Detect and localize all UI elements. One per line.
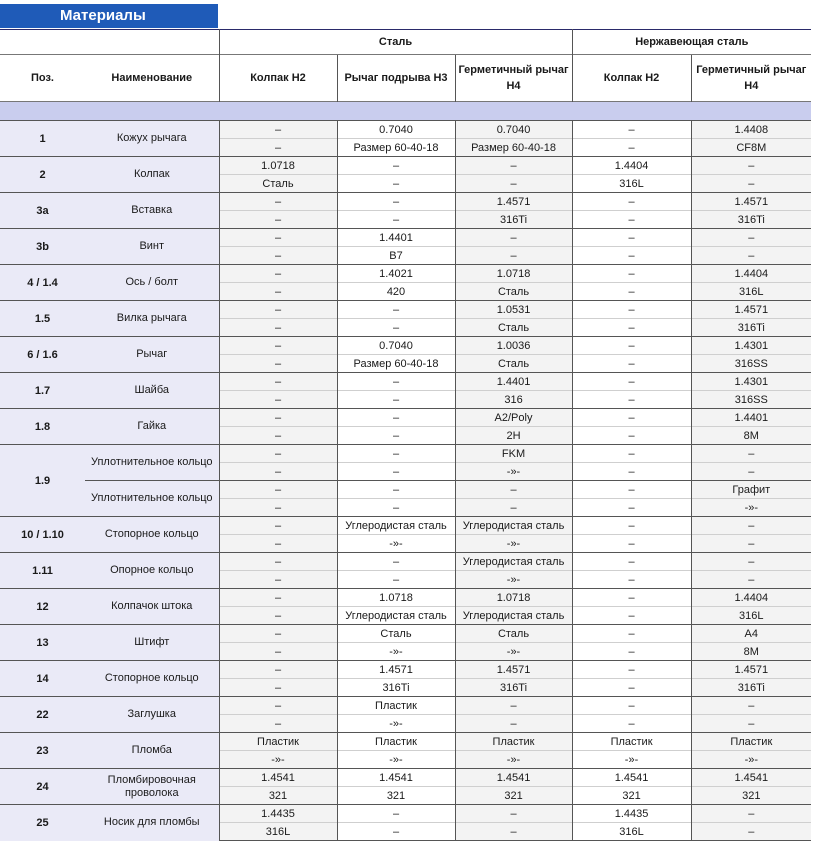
table-row — [0, 337, 811, 355]
name-cell: Заглушка — [85, 697, 219, 733]
pos-cell: 1.8 — [0, 409, 85, 445]
value-cell: – — [572, 553, 691, 571]
value-cell: – — [572, 481, 691, 499]
value-cell: 1.4404 — [691, 589, 811, 607]
table-row — [0, 445, 811, 463]
col-header-pos: Поз. — [0, 55, 85, 102]
value-cell: 316L — [691, 283, 811, 301]
value-cell: – — [572, 679, 691, 697]
value-cell: – — [691, 175, 811, 193]
value-cell: -»- — [691, 751, 811, 769]
value-cell: – — [219, 535, 337, 553]
name-cell: Кожух рычага — [85, 121, 219, 157]
value-cell: – — [219, 643, 337, 661]
name-cell: Уплотнительное кольцо — [85, 445, 219, 481]
value-cell: – — [691, 805, 811, 823]
value-cell: – — [219, 589, 337, 607]
value-cell: – — [455, 805, 572, 823]
value-cell: – — [219, 319, 337, 337]
col-header-ss-h2: Колпак H2 — [572, 55, 691, 102]
value-cell: 321 — [455, 787, 572, 805]
value-cell: – — [691, 823, 811, 841]
value-cell: 1.4541 — [691, 769, 811, 787]
value-cell: – — [572, 697, 691, 715]
value-cell: – — [219, 553, 337, 571]
value-cell: – — [691, 715, 811, 733]
value-cell: 321 — [219, 787, 337, 805]
name-cell: Колпачок штока — [85, 589, 219, 625]
value-cell: -»- — [455, 535, 572, 553]
name-cell: Штифт — [85, 625, 219, 661]
name-cell: Колпак — [85, 157, 219, 193]
col-header-ss-h4: Герметичный рычаг H4 — [691, 55, 811, 102]
value-cell: – — [691, 229, 811, 247]
value-cell: 1.4401 — [455, 373, 572, 391]
value-cell: – — [455, 229, 572, 247]
table-row — [0, 265, 811, 283]
value-cell: 0.7040 — [455, 121, 572, 139]
value-cell: – — [219, 409, 337, 427]
value-cell: Пластик — [219, 733, 337, 751]
value-cell: 1.4435 — [219, 805, 337, 823]
value-cell: -»- — [337, 643, 455, 661]
value-cell: 2H — [455, 427, 572, 445]
value-cell: -»- — [455, 751, 572, 769]
table-row — [0, 517, 811, 535]
value-cell: – — [572, 517, 691, 535]
value-cell: -»- — [455, 571, 572, 589]
name-cell: Пломба — [85, 733, 219, 769]
table-row — [0, 121, 811, 139]
pos-cell: 25 — [0, 805, 85, 841]
name-cell: Винт — [85, 229, 219, 265]
value-cell: FKM — [455, 445, 572, 463]
value-cell: – — [572, 265, 691, 283]
value-cell: – — [691, 535, 811, 553]
value-cell: 1.4571 — [691, 193, 811, 211]
value-cell: 1.4541 — [337, 769, 455, 787]
value-cell: 1.4541 — [219, 769, 337, 787]
value-cell: – — [572, 373, 691, 391]
table-row — [0, 553, 811, 571]
table-row — [0, 625, 811, 643]
value-cell: Размер 60-40-18 — [337, 139, 455, 157]
value-cell: Углеродистая сталь — [455, 517, 572, 535]
value-cell: 321 — [572, 787, 691, 805]
table-row — [0, 157, 811, 175]
table-row — [0, 193, 811, 211]
table-row — [0, 733, 811, 751]
name-cell: Стопорное кольцо — [85, 517, 219, 553]
value-cell: 316SS — [691, 355, 811, 373]
value-cell: 1.4404 — [691, 265, 811, 283]
value-cell: 316L — [219, 823, 337, 841]
table-row — [0, 697, 811, 715]
value-cell: – — [455, 715, 572, 733]
value-cell: – — [572, 121, 691, 139]
value-cell: – — [337, 193, 455, 211]
value-cell: 1.4408 — [691, 121, 811, 139]
pos-cell: 23 — [0, 733, 85, 769]
value-cell: – — [572, 355, 691, 373]
pos-cell: 1.7 — [0, 373, 85, 409]
col-header-name: Наименование — [85, 55, 219, 102]
value-cell: – — [337, 481, 455, 499]
value-cell: 8M — [691, 427, 811, 445]
value-cell: 8M — [691, 643, 811, 661]
value-cell: – — [337, 823, 455, 841]
pos-cell: 3b — [0, 229, 85, 265]
value-cell: – — [219, 193, 337, 211]
value-cell: – — [219, 427, 337, 445]
value-cell: – — [219, 499, 337, 517]
value-cell: 1.4541 — [572, 769, 691, 787]
value-cell: 1.4571 — [691, 661, 811, 679]
value-cell: – — [572, 211, 691, 229]
value-cell: Пластик — [572, 733, 691, 751]
value-cell: 1.4021 — [337, 265, 455, 283]
value-cell: – — [219, 121, 337, 139]
col-header-h2: Колпак H2 — [219, 55, 337, 102]
value-cell: – — [572, 301, 691, 319]
value-cell: – — [337, 445, 455, 463]
value-cell: 316Ti — [691, 211, 811, 229]
value-cell: 1.4301 — [691, 337, 811, 355]
value-cell: – — [219, 715, 337, 733]
value-cell: Сталь — [455, 283, 572, 301]
pos-cell: 14 — [0, 661, 85, 697]
value-cell: – — [219, 445, 337, 463]
value-cell: -»- — [219, 751, 337, 769]
value-cell: 316 — [455, 391, 572, 409]
value-cell: -»- — [572, 751, 691, 769]
value-cell: -»- — [455, 463, 572, 481]
value-cell: – — [219, 661, 337, 679]
column-header-row — [0, 55, 811, 102]
value-cell: – — [572, 319, 691, 337]
pos-cell: 1.5 — [0, 301, 85, 337]
value-cell: 316Ti — [691, 679, 811, 697]
pos-cell: 13 — [0, 625, 85, 661]
value-cell: – — [572, 643, 691, 661]
name-cell: Шайба — [85, 373, 219, 409]
value-cell: 1.4435 — [572, 805, 691, 823]
value-cell: – — [337, 427, 455, 445]
value-cell: – — [572, 715, 691, 733]
name-cell: Носик для пломбы — [85, 805, 219, 841]
value-cell: Размер 60-40-18 — [455, 139, 572, 157]
value-cell: – — [219, 301, 337, 319]
value-cell: – — [572, 139, 691, 157]
pos-cell: 6 / 1.6 — [0, 337, 85, 373]
value-cell: – — [455, 247, 572, 265]
value-cell: – — [219, 517, 337, 535]
table-row — [0, 409, 811, 427]
value-cell: – — [572, 661, 691, 679]
value-cell: Углеродистая сталь — [455, 607, 572, 625]
table-row — [0, 805, 811, 823]
value-cell: – — [455, 499, 572, 517]
value-cell: 1.4401 — [691, 409, 811, 427]
value-cell: -»- — [691, 499, 811, 517]
col-header-h4: Герметичный рычаг H4 — [455, 55, 572, 102]
value-cell: 0.7040 — [337, 121, 455, 139]
value-cell: – — [691, 697, 811, 715]
value-cell: 321 — [337, 787, 455, 805]
materials-table — [0, 29, 811, 841]
value-cell: – — [219, 625, 337, 643]
name-cell: Опорное кольцо — [85, 553, 219, 589]
value-cell: Углеродистая сталь — [455, 553, 572, 571]
value-cell: 316L — [691, 607, 811, 625]
value-cell: 1.0718 — [219, 157, 337, 175]
value-cell: Углеродистая сталь — [337, 607, 455, 625]
value-cell: 1.4404 — [572, 157, 691, 175]
pos-cell: 10 / 1.10 — [0, 517, 85, 553]
value-cell: -»- — [455, 643, 572, 661]
pos-cell: 12 — [0, 589, 85, 625]
value-cell: – — [337, 553, 455, 571]
group-header-stainless: Нержавеющая сталь — [572, 30, 811, 55]
value-cell: Углеродистая сталь — [337, 517, 455, 535]
pos-cell: 1.11 — [0, 553, 85, 589]
value-cell: – — [337, 211, 455, 229]
name-cell: Уплотнительное кольцо — [85, 481, 219, 517]
value-cell: Пластик — [691, 733, 811, 751]
value-cell: Пластик — [455, 733, 572, 751]
name-cell: Рычаг — [85, 337, 219, 373]
value-cell: 1.4571 — [455, 661, 572, 679]
table-row — [0, 661, 811, 679]
value-cell: – — [572, 625, 691, 643]
value-cell: 316L — [572, 823, 691, 841]
value-cell: – — [337, 391, 455, 409]
value-cell: – — [337, 301, 455, 319]
value-cell: 1.4571 — [337, 661, 455, 679]
value-cell: A2/Poly — [455, 409, 572, 427]
pos-cell: 1.9 — [0, 445, 85, 517]
value-cell: – — [219, 463, 337, 481]
value-cell: – — [337, 463, 455, 481]
value-cell: – — [572, 427, 691, 445]
value-cell: – — [691, 553, 811, 571]
value-cell: Графит — [691, 481, 811, 499]
table-row — [0, 301, 811, 319]
value-cell: – — [219, 571, 337, 589]
value-cell: CF8M — [691, 139, 811, 157]
value-cell: A4 — [691, 625, 811, 643]
col-header-h3: Рычаг подрыва H3 — [337, 55, 455, 102]
value-cell: Пластик — [337, 733, 455, 751]
pos-cell: 4 / 1.4 — [0, 265, 85, 301]
value-cell: 1.4541 — [455, 769, 572, 787]
value-cell: 1.0531 — [455, 301, 572, 319]
value-cell: – — [691, 463, 811, 481]
table-row — [0, 769, 811, 787]
table-row — [0, 589, 811, 607]
value-cell: – — [219, 607, 337, 625]
value-cell: – — [691, 157, 811, 175]
group-header-row — [0, 30, 811, 55]
value-cell: Сталь — [455, 355, 572, 373]
value-cell: – — [337, 319, 455, 337]
value-cell: – — [219, 697, 337, 715]
table-row — [0, 481, 811, 499]
value-cell: Сталь — [337, 625, 455, 643]
value-cell: 321 — [691, 787, 811, 805]
value-cell: – — [572, 283, 691, 301]
name-cell: Ось / болт — [85, 265, 219, 301]
value-cell: – — [337, 157, 455, 175]
value-cell: – — [572, 499, 691, 517]
value-cell: 1.4301 — [691, 373, 811, 391]
value-cell: – — [219, 355, 337, 373]
value-cell: 0.7040 — [337, 337, 455, 355]
value-cell: – — [572, 571, 691, 589]
value-cell: – — [572, 193, 691, 211]
value-cell: – — [572, 607, 691, 625]
value-cell: – — [455, 481, 572, 499]
value-cell: 1.0036 — [455, 337, 572, 355]
value-cell: 316Ti — [691, 319, 811, 337]
value-cell: – — [337, 409, 455, 427]
value-cell: 316L — [572, 175, 691, 193]
value-cell: – — [455, 157, 572, 175]
value-cell: – — [691, 571, 811, 589]
pos-cell: 22 — [0, 697, 85, 733]
pos-cell: 2 — [0, 157, 85, 193]
value-cell: – — [219, 679, 337, 697]
value-cell: – — [337, 571, 455, 589]
pos-cell: 24 — [0, 769, 85, 805]
name-cell: Пломбировочная проволока — [85, 769, 219, 805]
value-cell: 316Ti — [337, 679, 455, 697]
value-cell: 1.0718 — [455, 589, 572, 607]
value-cell: Размер 60-40-18 — [337, 355, 455, 373]
value-cell: – — [691, 517, 811, 535]
header-band — [0, 102, 811, 121]
value-cell: – — [219, 391, 337, 409]
value-cell: – — [572, 445, 691, 463]
value-cell: – — [455, 823, 572, 841]
value-cell: 1.0718 — [455, 265, 572, 283]
value-cell: – — [219, 265, 337, 283]
page-title: Материалы — [0, 4, 218, 28]
value-cell: – — [337, 805, 455, 823]
value-cell: Сталь — [455, 625, 572, 643]
value-cell: – — [572, 337, 691, 355]
value-cell: 316Ti — [455, 211, 572, 229]
pos-cell: 3a — [0, 193, 85, 229]
value-cell: – — [219, 229, 337, 247]
value-cell: – — [572, 589, 691, 607]
value-cell: 420 — [337, 283, 455, 301]
value-cell: – — [455, 697, 572, 715]
value-cell: – — [219, 211, 337, 229]
value-cell: 316Ti — [455, 679, 572, 697]
value-cell: – — [691, 445, 811, 463]
value-cell: 316SS — [691, 391, 811, 409]
value-cell: – — [572, 463, 691, 481]
value-cell: – — [572, 247, 691, 265]
value-cell: – — [337, 499, 455, 517]
value-cell: – — [337, 175, 455, 193]
name-cell: Стопорное кольцо — [85, 661, 219, 697]
name-cell: Вилка рычага — [85, 301, 219, 337]
value-cell: – — [572, 391, 691, 409]
value-cell: 1.4401 — [337, 229, 455, 247]
value-cell: – — [219, 247, 337, 265]
value-cell: -»- — [337, 535, 455, 553]
value-cell: – — [572, 409, 691, 427]
name-cell: Гайка — [85, 409, 219, 445]
value-cell: – — [219, 337, 337, 355]
value-cell: – — [572, 535, 691, 553]
value-cell: – — [219, 283, 337, 301]
value-cell: -»- — [337, 751, 455, 769]
value-cell: Сталь — [219, 175, 337, 193]
group-header-steel: Сталь — [219, 30, 572, 55]
pos-cell: 1 — [0, 121, 85, 157]
table-row — [0, 229, 811, 247]
value-cell: – — [219, 139, 337, 157]
value-cell: – — [219, 373, 337, 391]
value-cell: -»- — [337, 715, 455, 733]
value-cell: Пластик — [337, 697, 455, 715]
value-cell: – — [691, 247, 811, 265]
value-cell: – — [572, 229, 691, 247]
table-row — [0, 373, 811, 391]
value-cell: B7 — [337, 247, 455, 265]
value-cell: 1.4571 — [691, 301, 811, 319]
value-cell: 1.0718 — [337, 589, 455, 607]
value-cell: – — [337, 373, 455, 391]
name-cell: Вставка — [85, 193, 219, 229]
value-cell: – — [455, 175, 572, 193]
value-cell: 1.4571 — [455, 193, 572, 211]
value-cell: – — [219, 481, 337, 499]
value-cell: Сталь — [455, 319, 572, 337]
